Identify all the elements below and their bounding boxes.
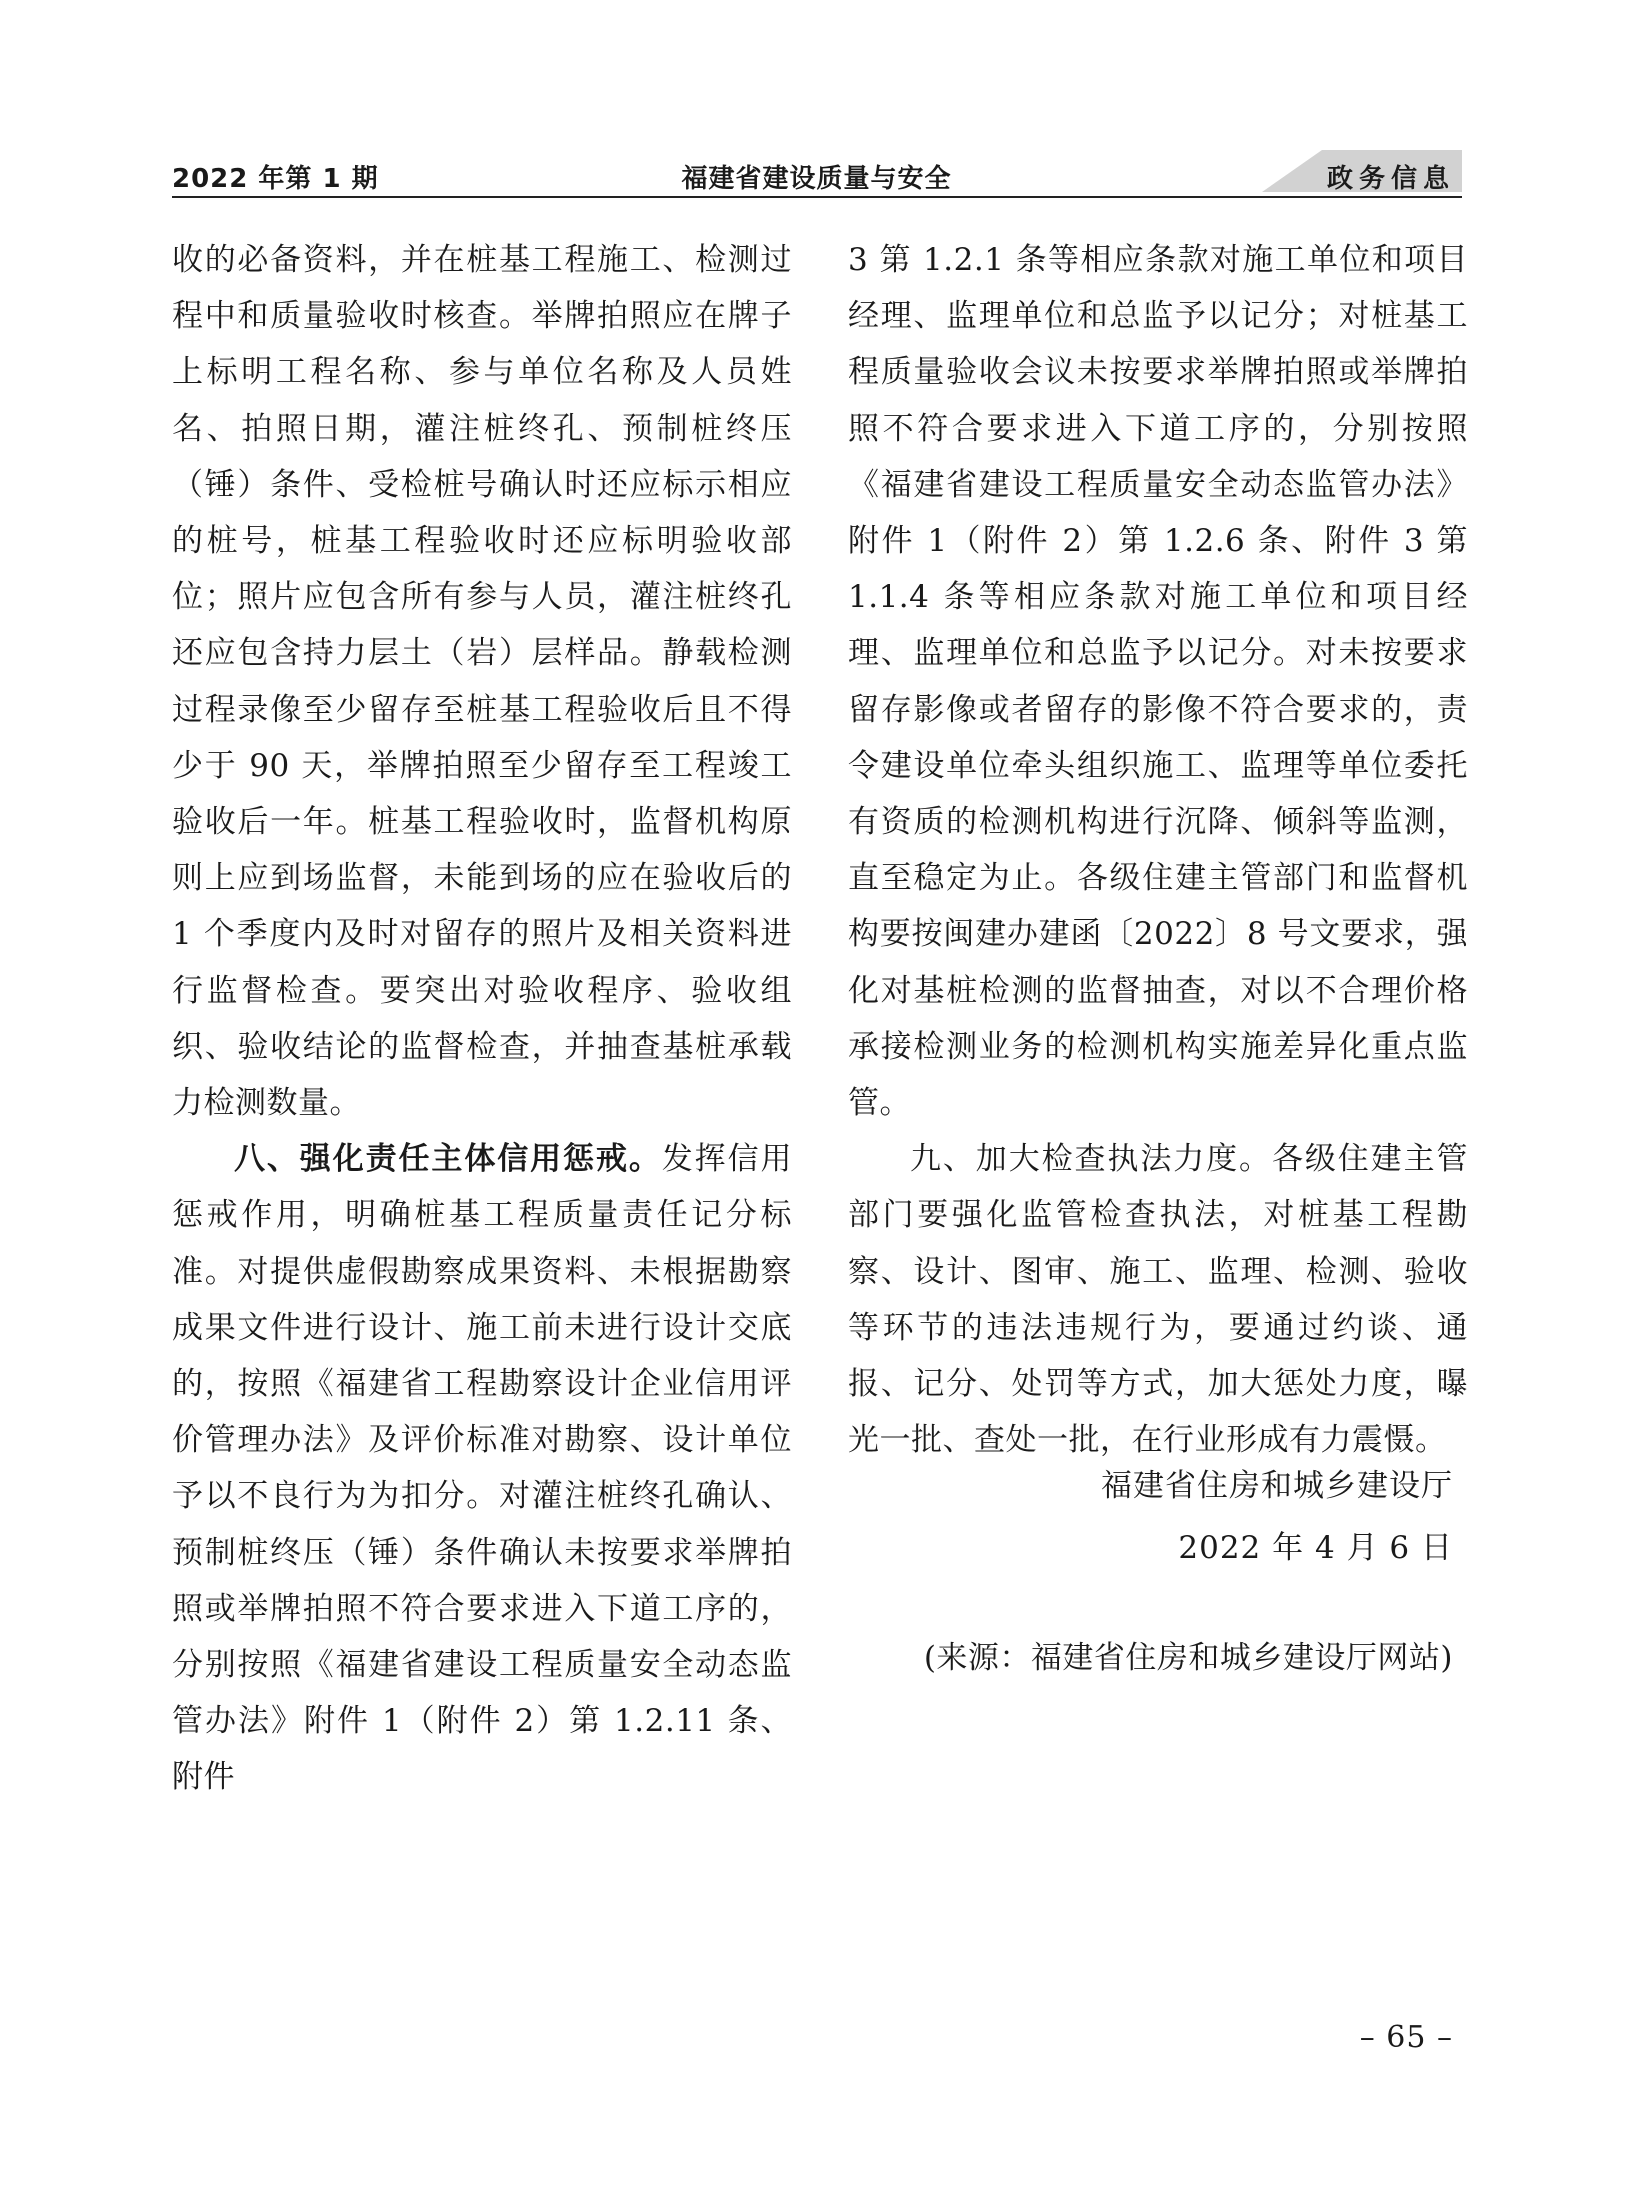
journal-title: 福建省建设质量与安全 [681,164,952,194]
signature-organization: 福建省住房和城乡建设厅 [1101,1468,1453,1504]
left-column [172,232,792,1806]
section-eight-body: 发挥信用惩戒作用，明确桩基工程质量责任记分标准。对提供虚假勘察成果资料、未根据勘察成果文件进行设计、施工前未进行设计交底的，按照《福建省工程勘察设计企业信用评价管理办法》及评价标准对勘察、设计单位予以不良行为为扣分。对灌注桩终孔确认、预制桩终压（锤）条件确认未按要求举牌拍照或举牌拍照不符合要求进入下道工序的，分别按照《福建省建设工程质量安全动态监管办法》附件 1（附件 2）第 1.2.11 条、附件 [172,1141,792,1796]
source-note: (来源：福建省住房和城乡建设厅网站) [923,1640,1453,1676]
left-paragraph-2 [172,1131,792,1805]
page-header [0,150,1633,198]
section-label: 政务信息 [1326,164,1455,194]
header-rule [172,196,1462,198]
right-paragraph-1: 3 第 1.2.1 条等相应条款对施工单位和项目经理、监理单位和总监予以记分；对桩基工程质量验收会议未按要求举牌拍照或举牌拍照不符合要求进入下道工序的，分别按照《福建省建设工程质量安全动态监管办法》附件 1（附件 2）第 1.2.6 条、附件 3 第 1.1.4 条等相应条款对施工单位和项目经理、监理单位和总监予以记分。对未按要求留存影像或者留存的影像不符合要求的，责令建设单位牵头组织施工、监理等单位委托有资质的检测机构进行沉降、倾斜等监测，直至稳定为止。各级住建主管部门和监督机构要按闽建办建函〔2022〕8 号文要求，强化对基桩检测的监督抽查，对以不合理价格承接检测业务的检测机构实施差异化重点监管。 [848,242,1468,1122]
issue-label: 2022 年第 1 期 [172,164,379,194]
right-column [848,232,1468,1468]
page-number: – 65 – [1359,2020,1453,2055]
right-paragraph-2: 九、加大检查执法力度。各级住建主管部门要强化监管检查执法，对桩基工程勘察、设计、图审、施工、监理、检测、验收等环节的违法违规行为，要通过约谈、通报、记分、处罚等方式，加大惩处力度，曝光一批、查处一批，在行业形成有力震慑。 [848,1141,1468,1459]
section-eight-heading: 八、强化责任主体信用惩戒。 [234,1141,662,1178]
signature-date: 2022 年 4 月 6 日 [1178,1530,1453,1566]
left-paragraph-1: 收的必备资料，并在桩基工程施工、检测过程中和质量验收时核查。举牌拍照应在牌子上标明工程名称、参与单位名称及人员姓名、拍照日期，灌注桩终孔、预制桩终压（锤）条件、受检桩号确认时还应标示相应的桩号，桩基工程验收时还应标明验收部位；照片应包含所有参与人员，灌注桩终孔还应包含持力层土（岩）层样品。静载检测过程录像至少留存至桩基工程验收后且不得少于 90 天，举牌拍照至少留存至工程竣工验收后一年。桩基工程验收时，监督机构原则上应到场监督，未能到场的应在验收后的 1 个季度内及时对留存的照片及相关资料进行监督检查。要突出对验收程序、验收组织、验收结论的监督检查，并抽查基桩承载力检测数量。 [172,242,792,1122]
